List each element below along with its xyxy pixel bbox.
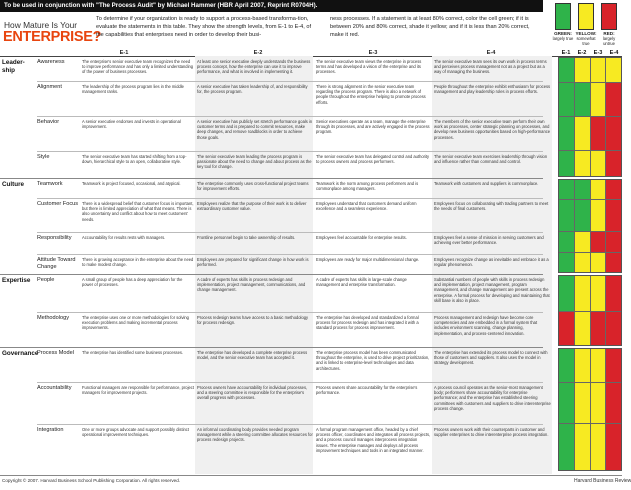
- row-separator: [37, 81, 543, 82]
- statement-cell: Employees realize that the purpose of their work is to deliver extraordinary customer value.: [197, 201, 307, 212]
- statement-cell: Teamwork is the norm among process performers and is commonplace among managers.: [316, 181, 419, 192]
- legend-caption: [552, 31, 574, 41]
- statement-cell: The senior executive team exercises leadership through vision and influence rather than command and control.: [434, 154, 548, 165]
- statement-cell: Senior executives operate as a team, manage the enterprise through its processes, and are actively engaged in the process program.: [316, 119, 430, 135]
- statement-cell: The enterprise commonly uses cross-functional project teams for improvement efforts.: [197, 181, 309, 192]
- page-title: ENTERPRISE?: [3, 29, 102, 45]
- rating-cell[interactable]: [575, 349, 591, 382]
- rating-row: [559, 58, 621, 83]
- rating-cell[interactable]: [559, 253, 575, 272]
- rating-cell[interactable]: [606, 180, 621, 199]
- copyright: Copyright © 2007. Harvard Business School Publishing Corporation. All rights reserved.: [2, 478, 181, 483]
- legend-swatch: [555, 3, 571, 30]
- row-separator: [37, 254, 543, 255]
- statement-cell: The senior executive team has started shifting from a top-down, hierarchical style to an open, collaborative style.: [82, 154, 187, 165]
- statement-cell: The enterprise's senior executive team recognizes the need to improve performance and has only a limited understanding of the power of business processes.: [82, 59, 194, 75]
- statement-cell: The senior executive team sees its own work in process terms and perceives process management not as a project but as a way of managing the business.: [434, 59, 547, 75]
- statement-cell: Employees feel a sense of mission in serving customers and achieving ever better performance.: [434, 235, 544, 246]
- capability-label: Methodology: [37, 315, 70, 321]
- rating-cell[interactable]: [606, 349, 621, 382]
- legend-swatch: [578, 3, 594, 30]
- rating-cell[interactable]: [559, 383, 575, 423]
- rating-cell[interactable]: [606, 83, 621, 116]
- statement-cell: A small group of people has a deep appreciation for the power of processes.: [82, 277, 183, 288]
- statement-cell: Substantial numbers of people with skills in process redesign and implementation, project management, program management, and change management are present across the enterprise. A formal process for developing and maintaining that skill base is also in place.: [434, 277, 550, 303]
- rating-cell[interactable]: [575, 58, 591, 82]
- rating-cell[interactable]: [606, 383, 621, 423]
- enabler-label: Leader-ship: [2, 59, 25, 74]
- legend-caption: [575, 31, 597, 46]
- rating-grid: [558, 57, 622, 177]
- rating-cell[interactable]: [606, 117, 621, 150]
- rating-cell[interactable]: [559, 200, 575, 232]
- capability-label: Process Model: [37, 350, 74, 356]
- column-header: E-4: [486, 50, 496, 56]
- capability-label: People: [37, 277, 55, 283]
- statement-cell: Employees recognize change as inevitable and embrace it as a regular phenomenon.: [434, 257, 549, 268]
- legend-desc: largely untrue: [602, 36, 616, 46]
- legend-desc: somewhat true: [576, 36, 596, 46]
- rating-cell[interactable]: [559, 180, 575, 199]
- statement-cell: The enterprise has extended its process model to connect with those of customers and suppliers. It also uses the model in strategy development.: [434, 350, 548, 366]
- statement-cell: Process owners have accountability for individual processes, and a steering committee is responsible for the enterprise's overall progress with processes.: [197, 385, 308, 401]
- statement-cell: The senior executive team leading the process program is passionate about the need to change and about process as the key tool for change.: [197, 154, 312, 170]
- rating-cell[interactable]: [591, 253, 607, 272]
- rating-row: [559, 200, 621, 233]
- statement-cell: Teamwork with customers and suppliers is commonplace.: [434, 181, 539, 186]
- statement-cell: At least one senior executive deeply understands the business process concept, how the enterprise can use it to improve performance, and what is involved in implementing it.: [197, 59, 311, 75]
- rating-row: [559, 424, 621, 470]
- legend-desc: largely true: [552, 36, 574, 41]
- statement-cell: A cadre of experts has skills in process redesign and implementation, project management, communications, and change management.: [197, 277, 306, 293]
- row-separator: [37, 198, 543, 199]
- statement-cell: Process owners work with their counterparts in customer and supplier enterprises to drive interenterprise process integration.: [434, 427, 549, 438]
- capability-label: Alignment: [37, 84, 62, 90]
- legend-label: YELLOW:: [575, 31, 597, 36]
- row-separator: [37, 424, 543, 425]
- statement-cell: Frontline personnel begin to take ownership of results.: [197, 235, 296, 240]
- rating-cell[interactable]: [575, 312, 591, 345]
- rating-cell[interactable]: [575, 180, 591, 199]
- rating-cell[interactable]: [559, 117, 575, 150]
- row-separator: [37, 116, 543, 117]
- rating-cell[interactable]: [575, 151, 591, 176]
- statement-cell: There is a widespread belief that customer focus is important, but there is limited appreciation of what that means. There is also uncertainty and conflict about how to meet customers' needs.: [82, 201, 194, 222]
- rating-column-header: E-4: [609, 50, 619, 56]
- rating-row: [559, 180, 621, 200]
- statement-cell: Employees feel accountable for enterprise results.: [316, 235, 407, 240]
- rating-cell[interactable]: [575, 83, 591, 116]
- row-separator: [37, 151, 543, 152]
- statement-cell: A process council operates as the senior-most management body; performers share accountability for enterprise performance; and the enterprise has established steering committees with customers and suppliers to drive interenterprise process change.: [434, 385, 551, 411]
- rating-row: [559, 383, 621, 424]
- enabler-label: Governance: [2, 350, 39, 357]
- capability-label: Responsibility: [37, 235, 72, 241]
- rating-grid: [558, 179, 622, 273]
- rating-grid: [558, 275, 622, 346]
- legend-label: RED:: [603, 31, 615, 36]
- capability-label: Behavior: [37, 119, 60, 125]
- rating-cell[interactable]: [591, 83, 607, 116]
- column-header: E-3: [368, 50, 378, 56]
- capability-label: Teamwork: [37, 181, 63, 187]
- legend-caption: [598, 31, 620, 46]
- rating-cell[interactable]: [591, 151, 607, 176]
- capability-label: Style: [37, 154, 50, 160]
- statement-cell: A senior executive has publicly set stretch performance goals in customer terms and is prepared to commit resources, make deep changes, and remove roadblocks in order to achieve those goals.: [197, 119, 313, 140]
- rating-cell[interactable]: [606, 58, 621, 82]
- statement-cell: There is strong alignment in the senior executive team regarding the process program. There is also a network of people throughout the enterprise helping to promote process efforts.: [316, 84, 426, 105]
- row-separator: [0, 347, 543, 348]
- table-bottom-rule: [0, 475, 622, 476]
- rating-cell[interactable]: [591, 232, 607, 252]
- rating-cell[interactable]: [559, 312, 575, 345]
- statement-cell: There is growing acceptance in the enterprise about the need to make modest change.: [82, 257, 194, 268]
- rating-cell[interactable]: [575, 253, 591, 272]
- intro-text-2: ness processes. If a statement is at least 80% correct, color the cell green; if it is between 20% and 80% correct, shade it yellow; and if it is less than 20% correct, make it red.: [330, 16, 530, 38]
- rating-cell[interactable]: [575, 383, 591, 423]
- rating-cell[interactable]: [591, 117, 607, 150]
- rating-cell[interactable]: [591, 383, 607, 423]
- row-separator: [37, 382, 543, 383]
- statement-cell: Teamwork is project focused, occasional, and atypical.: [82, 181, 181, 186]
- capability-label: Customer Focus: [37, 201, 79, 207]
- rating-column-header: E-2: [577, 50, 587, 56]
- rating-cell[interactable]: [591, 58, 607, 82]
- statement-cell: Employees are prepared for significant change in how work is performed.: [197, 257, 309, 268]
- row-separator: [37, 312, 543, 313]
- statement-cell: A formal program management office, headed by a chief process officer, coordinates and integrates all process projects, and a process council manages interprocess integration issues. The enterprise manages and deploys all process improvement techniques and tools in an integrated manner.: [316, 427, 431, 453]
- statement-cell: Employees focus on collaborating with trading partners to meet the needs of final customers.: [434, 201, 549, 212]
- statement-cell: Process management and redesign have become core competencies and are embedded in a formal system that includes environment scanning, change planning, implementation, and process-centered innovation.: [434, 315, 538, 336]
- rating-row: [559, 232, 621, 253]
- statement-cell: One or more groups advocate and support possibly distinct operational improvement techniques.: [82, 427, 189, 438]
- statement-cell: Process owners share accountability for the enterprise's performance.: [316, 385, 418, 396]
- legend-swatch: [601, 3, 617, 30]
- statement-cell: Process redesign teams have access to a basic methodology for process redesign.: [197, 315, 309, 326]
- rating-column-header: E-1: [561, 50, 571, 56]
- capability-label: Awareness: [37, 59, 65, 65]
- row-separator: [0, 274, 543, 275]
- rating-cell[interactable]: [575, 117, 591, 150]
- statement-cell: Employees are ready for major multidimensional change.: [316, 257, 420, 262]
- statement-cell: A senior executive has taken leadership of, and responsibility for, the process program.: [197, 84, 308, 95]
- rating-cell[interactable]: [591, 349, 607, 382]
- rating-column-header: E-3: [593, 50, 603, 56]
- statement-cell: Employees understand that customers demand uniform excellence and a seamless experience.: [316, 201, 417, 212]
- enabler-label: Expertise: [2, 277, 31, 284]
- rating-cell[interactable]: [606, 276, 621, 311]
- row-separator: [0, 178, 543, 179]
- rating-cell[interactable]: [591, 424, 607, 470]
- rating-cell[interactable]: [591, 200, 607, 232]
- rating-cell[interactable]: [606, 232, 621, 252]
- capability-label: Accountability: [37, 385, 72, 391]
- publisher: Harvard Business Review: [574, 478, 631, 484]
- intro-text-1: To determine if your organization is ready to support a process-based transforma-tion, evaluate the statements in this table. They show the strength levels, from E-1 to E-4, of the capabilities that enterprises need in order to develop their busi-: [96, 16, 312, 38]
- capability-label: Integration: [37, 427, 64, 433]
- capability-label: Attitude Toward Change: [37, 257, 76, 270]
- rating-cell[interactable]: [559, 58, 575, 82]
- rating-cell[interactable]: [559, 151, 575, 176]
- rating-row: [559, 117, 621, 151]
- rating-cell[interactable]: [559, 349, 575, 382]
- rating-cell[interactable]: [575, 276, 591, 311]
- statement-cell: The senior executive team views the enterprise in process terms and has developed a vision of the enterprise and its processes.: [316, 59, 422, 75]
- statement-cell: The enterprise uses one or more methodologies for solving execution problems and making incremental process improvements.: [82, 315, 189, 331]
- statement-cell: People throughout the enterprise exhibit enthusiasm for process management and play leadership roles in process efforts.: [434, 84, 551, 95]
- statement-cell: A cadre of experts has skills in large-scale change management and enterprise transformation.: [316, 277, 407, 288]
- rating-row: [559, 253, 621, 272]
- rating-cell[interactable]: [606, 424, 621, 470]
- row-separator: [37, 232, 543, 233]
- rating-cell[interactable]: [559, 232, 575, 252]
- banner: To be used in conjunction with "The Process Audit" by Michael Hammer (HBR April 2007, Reprint R0704H).: [0, 0, 543, 12]
- statement-cell: An informal coordinating body provides needed program management while a steering committee allocates resources for process redesign projects.: [197, 427, 313, 443]
- rating-grid: [558, 348, 622, 471]
- rating-cell[interactable]: [559, 424, 575, 470]
- rating-cell[interactable]: [591, 276, 607, 311]
- rating-row: [559, 83, 621, 117]
- column-header: E-1: [119, 50, 129, 56]
- statement-cell: The members of the senior executive team perform their own work as processes, center strategic planning on processes, and develop new business opportunities based on high-performance processes.: [434, 119, 551, 140]
- rating-row: [559, 151, 621, 176]
- rating-cell[interactable]: [606, 312, 621, 345]
- title-line-1: How Mature Is Your: [4, 20, 78, 30]
- rating-cell[interactable]: [575, 424, 591, 470]
- rating-cell[interactable]: [591, 312, 607, 345]
- rating-cell[interactable]: [559, 83, 575, 116]
- statement-cell: The senior executive team has delegated control and authority to process owners and process performers.: [316, 154, 430, 165]
- legend-label: GREEN:: [554, 31, 572, 36]
- statement-cell: A senior executive endorses and invests in operational improvement.: [82, 119, 181, 130]
- statement-cell: The enterprise process model has been communicated throughout the enterprise, is used to drive project prioritization, and is linked to enterprise-level technologies and data architectures.: [316, 350, 430, 371]
- statement-cell: Accountability for results rests with managers.: [82, 235, 166, 240]
- rating-row: [559, 312, 621, 345]
- rating-cell[interactable]: [559, 276, 575, 311]
- rating-cell[interactable]: [606, 151, 621, 176]
- statement-cell: Functional managers are responsible for performance, project managers for improvement projects.: [82, 385, 194, 396]
- column-header: E-2: [253, 50, 263, 56]
- statement-cell: The leadership of the process program lies in the middle management ranks.: [82, 84, 184, 95]
- statement-cell: The enterprise has developed a complete enterprise process model, and the senior executive team has accepted it.: [197, 350, 308, 361]
- rating-cell[interactable]: [575, 232, 591, 252]
- enabler-label: Culture: [2, 181, 25, 188]
- rating-row: [559, 349, 621, 383]
- rating-cell[interactable]: [606, 200, 621, 232]
- rating-cell[interactable]: [575, 200, 591, 232]
- rating-cell[interactable]: [591, 180, 607, 199]
- rating-cell[interactable]: [606, 253, 621, 272]
- rating-row: [559, 276, 621, 312]
- statement-cell: The enterprise has developed and standardized a formal process for process redesign and has integrated it with a standard process for process improvement.: [316, 315, 419, 331]
- statement-cell: The enterprise has identified some business processes.: [82, 350, 184, 355]
